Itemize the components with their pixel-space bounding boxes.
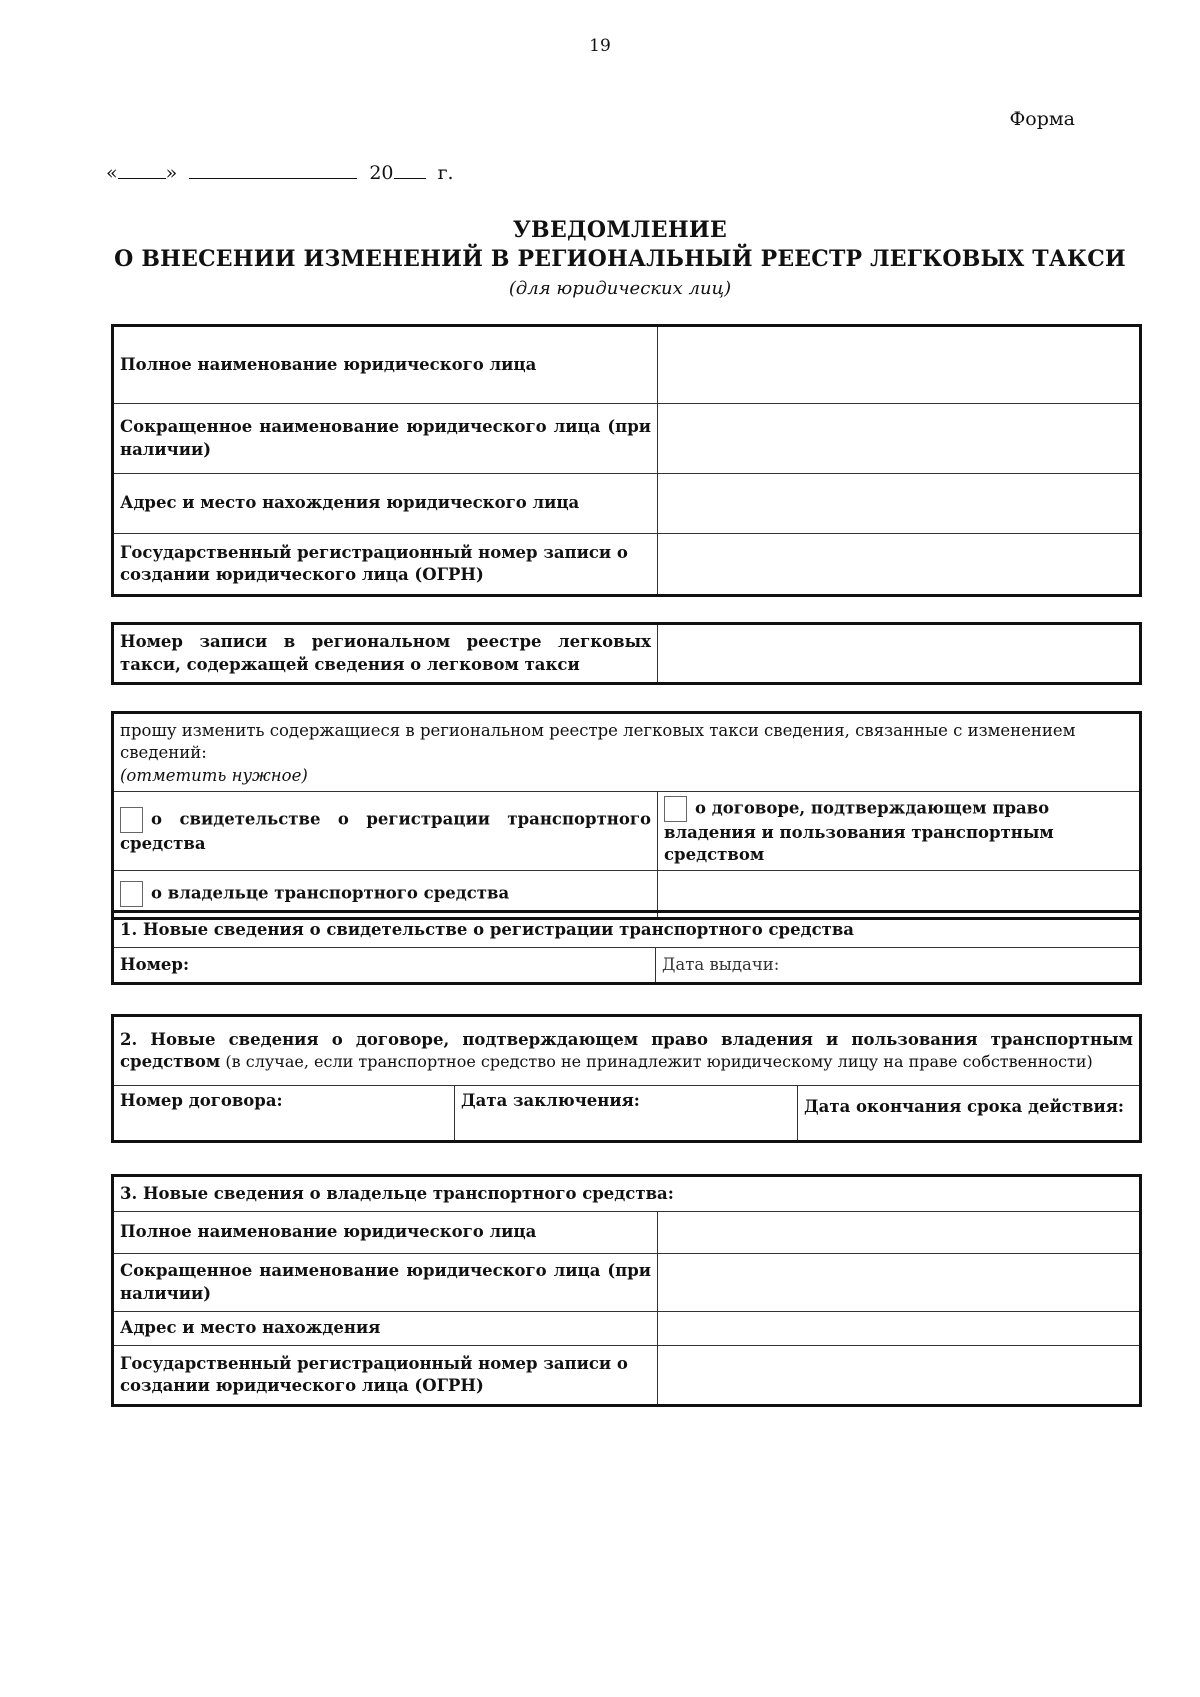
section3-short-name-field[interactable] [658,1254,1141,1312]
section1-issue-date-label: Дата выдачи: [662,954,780,974]
section2-contract-number-cell[interactable] [113,1086,455,1142]
section2-conclusion-date-label: Дата заключения: [461,1091,640,1110]
section3-full-name-field[interactable] [658,1212,1141,1254]
option-contract-label: о договоре, подтверждающем право владения и пользования транспортным средством [664,798,1054,865]
year-blank[interactable] [394,160,426,179]
option-certificate-label: о свидетельстве о регистрации транспортного средства [120,809,651,853]
section3-full-name-label: Полное наименование юридического лица [113,1212,658,1254]
request-note: (отметить нужное) [120,765,308,785]
section1-issue-date-cell[interactable] [656,948,1141,984]
entity-ogrn-field[interactable] [658,534,1141,596]
entity-full-name-field[interactable] [658,326,1141,404]
date-close-quote: » [165,162,178,184]
form-label: Форма [1009,108,1075,130]
section2-title: 2. Новые сведения о договоре, подтверждающем право владения и пользования транспортным средством [120,1029,1133,1071]
section3-address-field[interactable] [658,1312,1141,1346]
request-intro: прошу изменить содержащиеся в региональном реестре легковых такси сведения, связанные с изменением сведений: [120,721,1076,763]
option-owner-label: о владельце транспортного средства [151,883,510,903]
entity-short-name-label: Сокращенное наименование юридического лица (при наличии) [113,404,658,474]
month-blank[interactable] [189,160,357,179]
year-prefix: 20 [369,162,394,184]
option-contract-cell [658,791,1141,871]
heading-note: (для юридических лиц) [508,278,732,299]
entity-ogrn-label: Государственный регистрационный номер записи о создании юридического лица (ОГРН) [113,534,658,596]
heading-title: УВЕДОМЛЕНИЕ [512,217,728,243]
section3-short-name-label: Сокращенное наименование юридического лица (при наличии) [113,1254,658,1312]
section2-table [111,1014,1142,1143]
entity-address-field[interactable] [658,474,1141,534]
option-contract-checkbox[interactable] [664,796,687,822]
section1-number-cell[interactable] [113,948,656,984]
page-number: 19 [589,36,611,56]
option-owner-checkbox[interactable] [120,881,143,907]
section2-title-note: (в случае, если транспортное средство не принадлежит юридическому лицу на праве собственности) [225,1052,1093,1071]
entity-table [111,324,1142,597]
section1-table [111,910,1142,985]
section3-address-label: Адрес и место нахождения [113,1312,658,1346]
date-open-quote: « [106,162,118,184]
section2-title-cell [113,1016,1141,1086]
entity-address-label: Адрес и место нахождения юридического лица [113,474,658,534]
request-table [111,711,1142,920]
section1-number-label: Номер: [120,954,190,974]
entity-short-name-field[interactable] [658,404,1141,474]
registry-table [111,622,1142,685]
section2-conclusion-date-cell[interactable] [455,1086,798,1142]
section2-expiry-date-cell[interactable] [798,1086,1141,1142]
section3-ogrn-label: Государственный регистрационный номер записи о создании юридического лица (ОГРН) [113,1346,658,1406]
registry-number-label: Номер записи в региональном реестре легковых такси, содержащей сведения о легковом такси [113,624,658,684]
option-certificate-checkbox[interactable] [120,807,143,833]
section2-expiry-date-label: Дата окончания срока действия: [804,1097,1124,1116]
section3-table [111,1174,1142,1407]
request-intro-cell [113,713,1141,792]
date-line [106,160,454,184]
entity-full-name-label: Полное наименование юридического лица [113,326,658,404]
day-blank[interactable] [118,160,166,179]
section1-title: 1. Новые сведения о свидетельстве о регистрации транспортного средства [113,912,1141,948]
year-suffix: г. [437,162,454,184]
section3-ogrn-field[interactable] [658,1346,1141,1406]
registry-number-field[interactable] [658,624,1141,684]
section3-title: 3. Новые сведения о владельце транспортного средства: [113,1176,1141,1212]
option-certificate-cell [113,791,658,871]
heading-subtitle: О ВНЕСЕНИИ ИЗМЕНЕНИЙ В РЕГИОНАЛЬНЫЙ РЕЕСТР ЛЕГКОВЫХ ТАКСИ [114,246,1126,272]
section2-contract-number-label: Номер договора: [120,1091,283,1110]
